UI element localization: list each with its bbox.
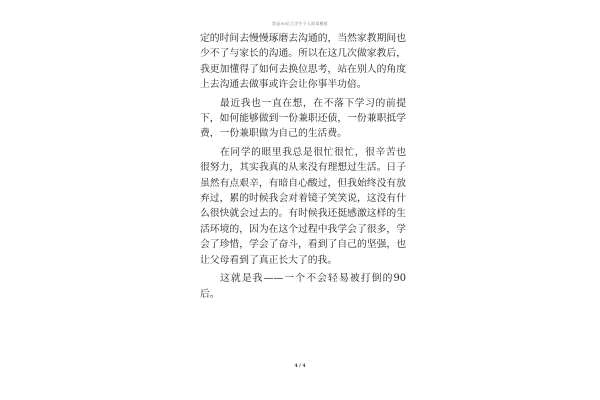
- paragraph-1: 定的时间去慢慢琢磨去沟通的，当然家教期间也少不了与家长的沟通。所以在这几次做家教后，我更加懂得了如何去换位思考，站在别人的角度上去沟通去做事或许会让你事半功倍。: [200, 33, 406, 91]
- paragraph-2: 最近我也一直在想，在不落下学习的前提下，如何能够做到一份兼职还债，一份兼职抵学费，一份兼职做为自己的生活费。: [200, 97, 406, 140]
- paragraph-3: 在同学的眼里我总是很忙很忙，很辛苦也很努力，其实我真的从来没有理想过生活。日子虽然有点艰辛，有暗自心酸过，但我始终没有放弃过，累的时候我会对着镜子笑笑说，这没有什么很快就会过去的。有时候我还挺感激这样的生活环境的，因为在这个过程中我学会了很多，学会了珍惜，学会了奋斗，看到了自己的坚强，也让父母看到了真正长大了的我。: [200, 146, 406, 266]
- document-body: [200, 31, 406, 302]
- paragraph-4: 这就是我——一个不会轻易被打倒的90后。: [200, 273, 406, 300]
- page-header: 我是90后大学生个人简章模板: [272, 21, 328, 26]
- page-number: 4 / 4: [294, 364, 306, 369]
